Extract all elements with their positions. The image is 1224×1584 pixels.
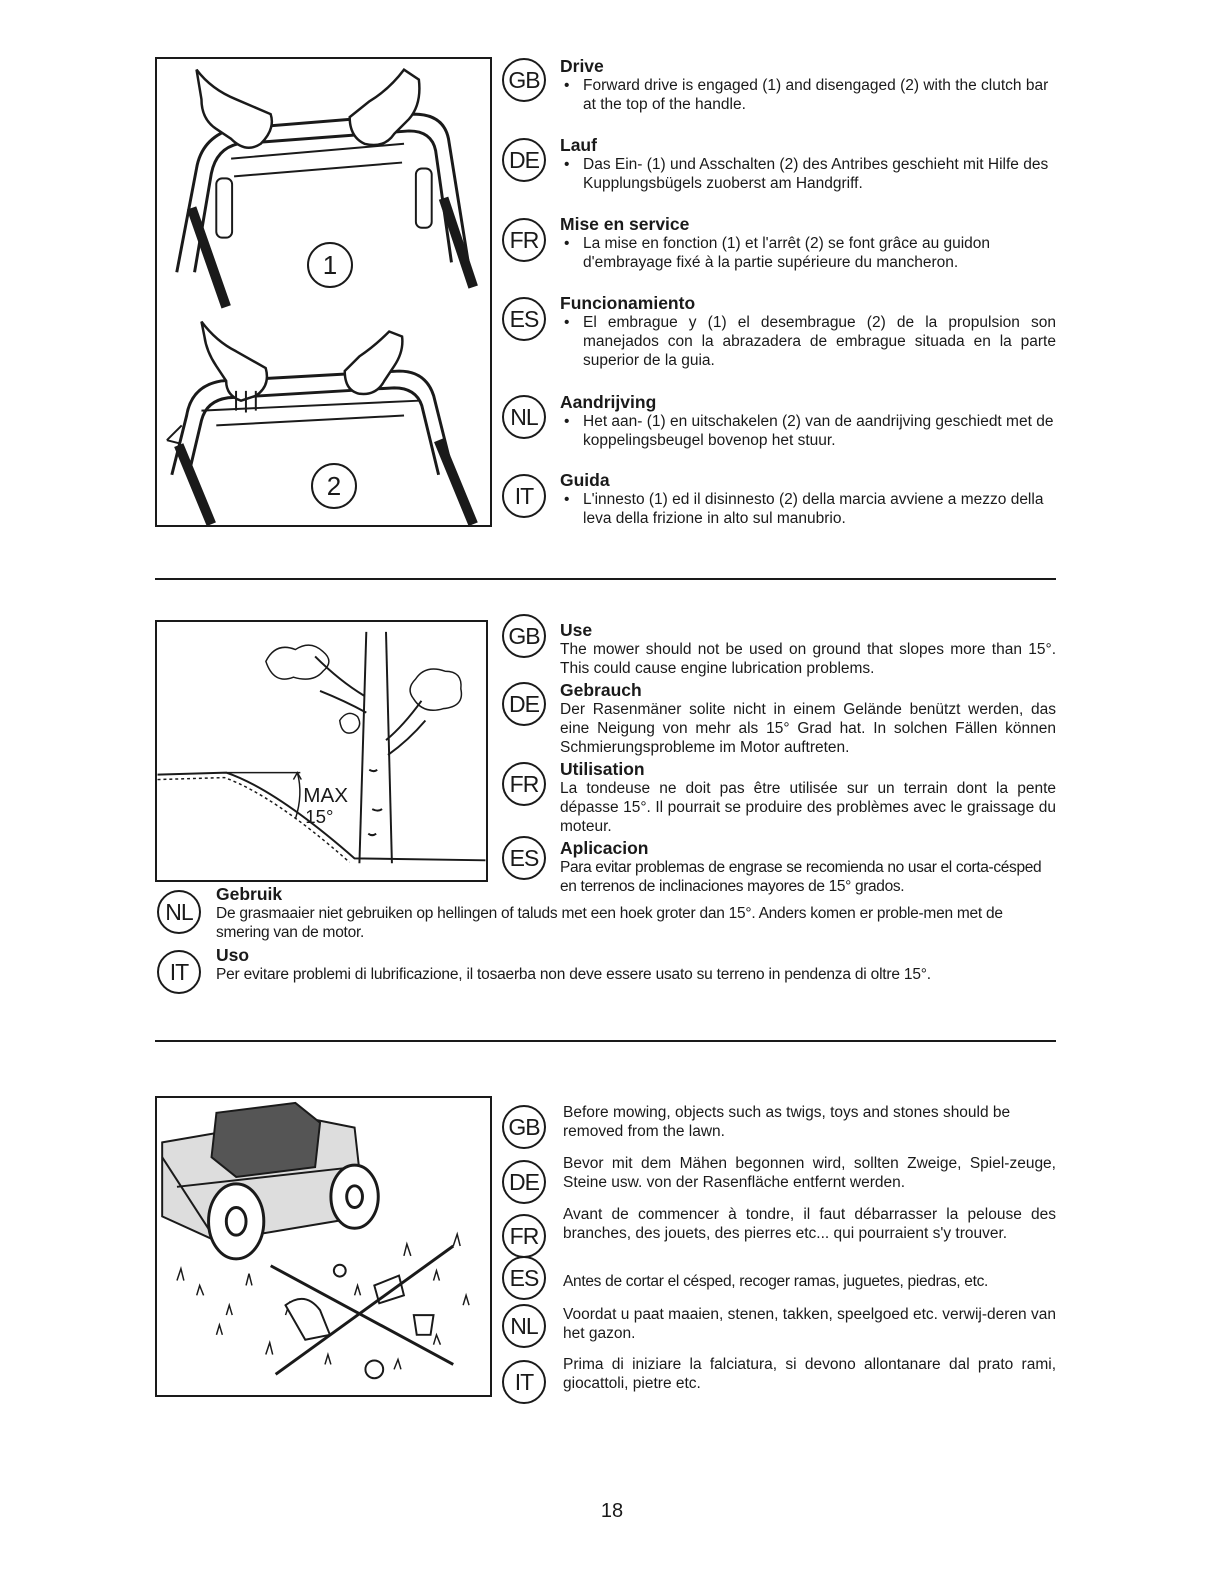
lang-badge-fr: FR xyxy=(502,762,546,806)
drive-handle-illustration xyxy=(155,57,492,527)
mower-debris-drawing xyxy=(157,1098,490,1395)
lang-badge-es: ES xyxy=(502,297,546,341)
body-text: Das Ein- (1) und Asschalten (2) des Antribes geschieht mit Hilfe des Kupplungsbügels zuoberst am Handgriff. xyxy=(583,156,1049,192)
drive-it-block xyxy=(560,470,1056,528)
drive-fr-block xyxy=(560,214,1056,272)
section-heading: Drive xyxy=(560,56,604,76)
clear-es-text: Antes de cortar el césped, recoger ramas, juguetes, piedras, etc. xyxy=(563,1273,989,1290)
lang-badge-it: IT xyxy=(502,474,546,518)
section-heading: Use xyxy=(560,620,593,640)
section-heading: Aplicacion xyxy=(560,838,649,858)
lawn-debris-illustration xyxy=(155,1096,492,1397)
bullet: • xyxy=(564,77,570,94)
clear-it-text: Prima di iniziare la falciatura, si devono allontanare dal prato rami, giocattoli, pietre etc. xyxy=(563,1356,1056,1392)
drive-gb-block xyxy=(560,56,1056,114)
use-gb-block xyxy=(560,620,1056,678)
bullet: • xyxy=(564,491,570,508)
bullet: • xyxy=(564,413,570,430)
lang-badge-de: DE xyxy=(502,682,546,726)
body-text: De grasmaaier niet gebruiken op hellingen of taluds met een hoek groter dan 15°. Anders komen er proble-men met de smering van de motor. xyxy=(216,905,1003,941)
page-number: 18 xyxy=(600,1500,624,1522)
body-text: La tondeuse ne doit pas être utilisée sur un terrain dont la pente dépasse 15°. Il pourrait se produire des problèmes avec le graissage du moteur. xyxy=(560,780,1056,835)
body-text: Der Rasenmäner solite nicht in einem Gelände benützt werden, das eine Neigung von mehr als 15° Grad hat. In solchen Fällen können Schmierungsprobleme im Motor auftreten. xyxy=(560,701,1056,756)
section-heading: Gebrauch xyxy=(560,680,642,700)
lang-badge-de: DE xyxy=(502,1160,546,1204)
section-divider xyxy=(155,578,1056,580)
lang-badge-it: IT xyxy=(157,950,201,994)
body-text: Forward drive is engaged (1) and disengaged (2) with the clutch bar at the top of the handle. xyxy=(583,77,1049,113)
lang-badge-it: IT xyxy=(502,1360,546,1404)
section-heading: Lauf xyxy=(560,135,597,155)
step-2-marker xyxy=(311,463,357,509)
use-de-block xyxy=(560,680,1056,757)
lang-badge-nl: NL xyxy=(502,1304,546,1348)
slope-illustration xyxy=(155,620,488,882)
bullet: • xyxy=(564,235,570,252)
body-text: Per evitare problemi di lubrificazione, il tosaerba non deve essere usato su terreno in pendenza di oltre 15°. xyxy=(216,966,931,983)
section-heading: Utilisation xyxy=(560,759,645,779)
clear-de-text: Bevor mit dem Mähen begonnen wird, sollten Zweige, Spiel-zeuge, Steine usw. von der Rasenfläche entfernt werden. xyxy=(563,1155,1056,1191)
use-nl-block xyxy=(216,884,1058,942)
body-text: La mise en fonction (1) et l'arrêt (2) se font grâce au guidon d'embrayage fixé à la partie supérieure du mancheron. xyxy=(583,235,991,271)
section-heading: Guida xyxy=(560,470,610,490)
angle-label: 15° xyxy=(305,805,334,827)
slope-drawing xyxy=(157,622,486,880)
clear-fr-text: Avant de commencer à tondre, il faut débarrasser la pelouse des branches, des jouets, des pierres etc... qui pourraient s'y trouver. xyxy=(563,1206,1056,1242)
body-text: El embrague y (1) el desembrague (2) de la propulsion son manejados con la abrazadera de embrague situada en la parte superior de la guia. xyxy=(583,314,1056,369)
lang-badge-fr: FR xyxy=(502,1214,546,1258)
step-1-marker xyxy=(307,242,353,288)
lang-badge-gb: GB xyxy=(502,1105,546,1149)
max-label: MAX xyxy=(303,784,349,808)
section-heading: Uso xyxy=(216,945,250,965)
section-divider xyxy=(155,1040,1056,1042)
section-heading: Aandrijving xyxy=(560,392,657,412)
drive-handle-drawing xyxy=(157,59,490,525)
step-2-label: 2 xyxy=(326,470,342,501)
lang-badge-es: ES xyxy=(502,1256,546,1300)
bullet: • xyxy=(564,314,570,331)
lang-badge-nl: NL xyxy=(157,890,201,934)
lang-badge-nl: NL xyxy=(502,395,546,439)
bullet: • xyxy=(564,156,570,173)
drive-de-block xyxy=(560,135,1056,193)
clear-gb-text: Before mowing, objects such as twigs, toys and stones should be removed from the lawn. xyxy=(563,1104,1011,1140)
body-text: Het aan- (1) en uitschakelen (2) van de aandrijving geschiedt met de koppelingsbeugel bovenop het stuur. xyxy=(583,413,1054,449)
lang-badge-gb: GB xyxy=(502,58,546,102)
lang-badge-es: ES xyxy=(502,836,546,880)
step-1-label: 1 xyxy=(322,249,338,280)
body-text: L'innesto (1) ed il disinnesto (2) della marcia avviene a mezzo della leva della frizione in alto sul manubrio. xyxy=(583,491,1044,527)
drive-nl-block xyxy=(560,392,1056,450)
section-heading: Gebruik xyxy=(216,884,283,904)
use-it-block xyxy=(216,945,1058,984)
section-heading: Funcionamiento xyxy=(560,293,696,313)
clear-nl-text: Voordat u paat maaien, stenen, takken, speelgoed etc. verwij-deren van het gazon. xyxy=(563,1306,1056,1342)
section-heading: Mise en service xyxy=(560,214,690,234)
lang-badge-fr: FR xyxy=(502,218,546,262)
drive-es-block xyxy=(560,293,1056,370)
use-fr-block xyxy=(560,759,1056,836)
body-text: The mower should not be used on ground that slopes more than 15°. This could cause engine lubrication problems. xyxy=(560,641,1056,677)
body-text: Para evitar problemas de engrase se recomienda no usar el corta-césped en terrenos de inclinaciones mayores de 15° grados. xyxy=(560,859,1042,895)
lang-badge-de: DE xyxy=(502,138,546,182)
lang-badge-gb: GB xyxy=(502,614,546,658)
